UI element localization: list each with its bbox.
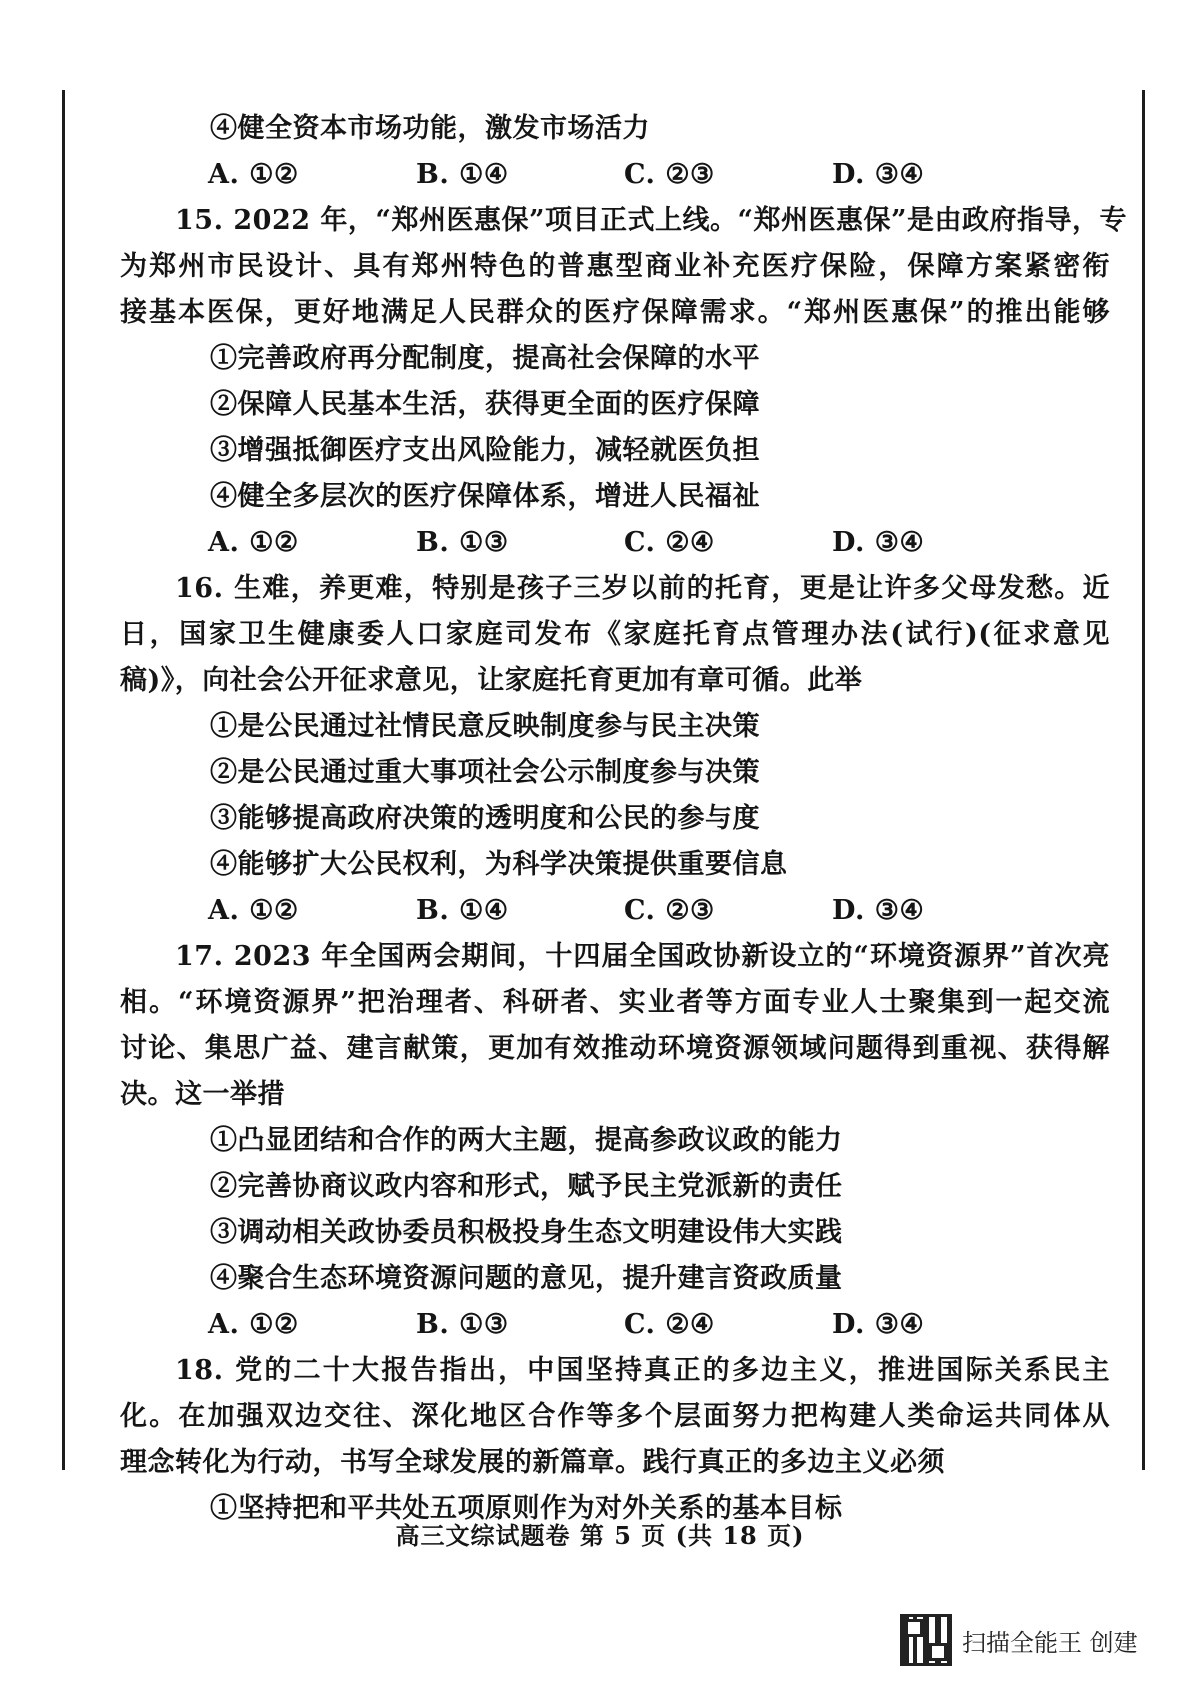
answer-option: A. ①② <box>208 527 299 558</box>
right-margin-line <box>1142 90 1145 1470</box>
choice-statement: ④健全资本市场功能，激发市场活力 <box>210 113 650 144</box>
choice-statement: ①凸显团结和合作的两大主题，提高参政议政的能力 <box>210 1125 843 1156</box>
watermark-text: 扫描全能王 创建 <box>962 1628 1138 1657</box>
choice-statement: ②完善协商议政内容和形式，赋予民主党派新的责任 <box>210 1171 843 1202</box>
question-text-line: 15. 2022 年，“郑州医惠保”项目正式上线。“郑州医惠保”是由政府指导，专 <box>175 205 1128 236</box>
question-text-line: 16. 生难，养更难，特别是孩子三岁以前的托育，更是让许多父母发愁。近 <box>175 573 1110 604</box>
question-text-line: 接基本医保，更好地满足人民群众的医疗保障需求。“郑州医惠保”的推出能够 <box>120 297 1110 328</box>
question-text-line: 讨论、集思广益、建言献策，更加有效推动环境资源领域问题得到重视、获得解 <box>120 1033 1110 1064</box>
question-text-line: 17. 2023 年全国两会期间，十四届全国政协新设立的“环境资源界”首次亮 <box>175 941 1110 972</box>
answer-option: A. ①② <box>208 895 299 926</box>
choice-statement: ③增强抵御医疗支出风险能力，减轻就医负担 <box>210 435 760 466</box>
answer-option: B. ①③ <box>416 527 509 558</box>
question-text-line: 稿)》，向社会公开征求意见，让家庭托育更加有章可循。此举 <box>120 665 863 696</box>
question-text-line: 相。“环境资源界”把治理者、科研者、实业者等方面专业人士聚集到一起交流 <box>120 987 1110 1018</box>
choice-statement: ④能够扩大公民权利，为科学决策提供重要信息 <box>210 849 788 880</box>
answer-option: D. ③④ <box>832 159 925 190</box>
left-margin-line <box>62 90 65 1470</box>
question-text-line: 理念转化为行动，书写全球发展的新篇章。践行真正的多边主义必须 <box>120 1447 945 1478</box>
answer-option: B. ①③ <box>416 1309 509 1340</box>
answer-option: C. ②④ <box>624 527 715 558</box>
choice-statement: ②是公民通过重大事项社会公示制度参与决策 <box>210 757 760 788</box>
answer-option: D. ③④ <box>832 1309 925 1340</box>
choice-statement: ④健全多层次的医疗保障体系，增进人民福祉 <box>210 481 760 512</box>
answer-options <box>120 888 1110 934</box>
answer-option: C. ②④ <box>624 1309 715 1340</box>
answer-option: B. ①④ <box>416 159 509 190</box>
answer-option: A. ①② <box>208 1309 299 1340</box>
answer-option: C. ②③ <box>624 895 715 926</box>
choice-statement: ①是公民通过社情民意反映制度参与民主决策 <box>210 711 760 742</box>
question-text-line: 18. 党的二十大报告指出，中国坚持真正的多边主义，推进国际关系民主 <box>175 1355 1110 1386</box>
answer-option: C. ②③ <box>624 159 715 190</box>
exam-page-content <box>120 106 1128 1532</box>
scanner-watermark <box>900 1610 1138 1670</box>
answer-option: D. ③④ <box>832 895 925 926</box>
question-text-line: 为郑州市民设计、具有郑州特色的普惠型商业补充医疗保险，保障方案紧密衔 <box>120 251 1110 282</box>
page-footer: 高三文综试题卷 第 5 页 (共 18 页) <box>395 1521 805 1550</box>
question-text-line: 决。这一举措 <box>120 1079 285 1110</box>
choice-statement: ①完善政府再分配制度，提高社会保障的水平 <box>210 343 760 374</box>
question-text-line: 化。在加强双边交往、深化地区合作等多个层面努力把构建人类命运共同体从 <box>120 1401 1110 1432</box>
answer-options <box>120 1302 1110 1348</box>
answer-option: A. ①② <box>208 159 299 190</box>
choice-statement: ④聚合生态环境资源问题的意见，提升建言资政质量 <box>210 1263 843 1294</box>
choice-statement: ②保障人民基本生活，获得更全面的医疗保障 <box>210 389 760 420</box>
answer-options <box>120 520 1110 566</box>
answer-option: B. ①④ <box>416 895 509 926</box>
question-text-line: 日，国家卫生健康委人口家庭司发布《家庭托育点管理办法(试行)(征求意见 <box>120 619 1110 650</box>
choice-statement: ③能够提高政府决策的透明度和公民的参与度 <box>210 803 760 834</box>
choice-statement: ③调动相关政协委员积极投身生态文明建设伟大实践 <box>210 1217 843 1248</box>
answer-option: D. ③④ <box>832 527 925 558</box>
qr-code-icon <box>900 1614 952 1666</box>
answer-options <box>120 152 1110 198</box>
choice-statement: ①坚持把和平共处五项原则作为对外关系的基本目标 <box>210 1493 843 1524</box>
